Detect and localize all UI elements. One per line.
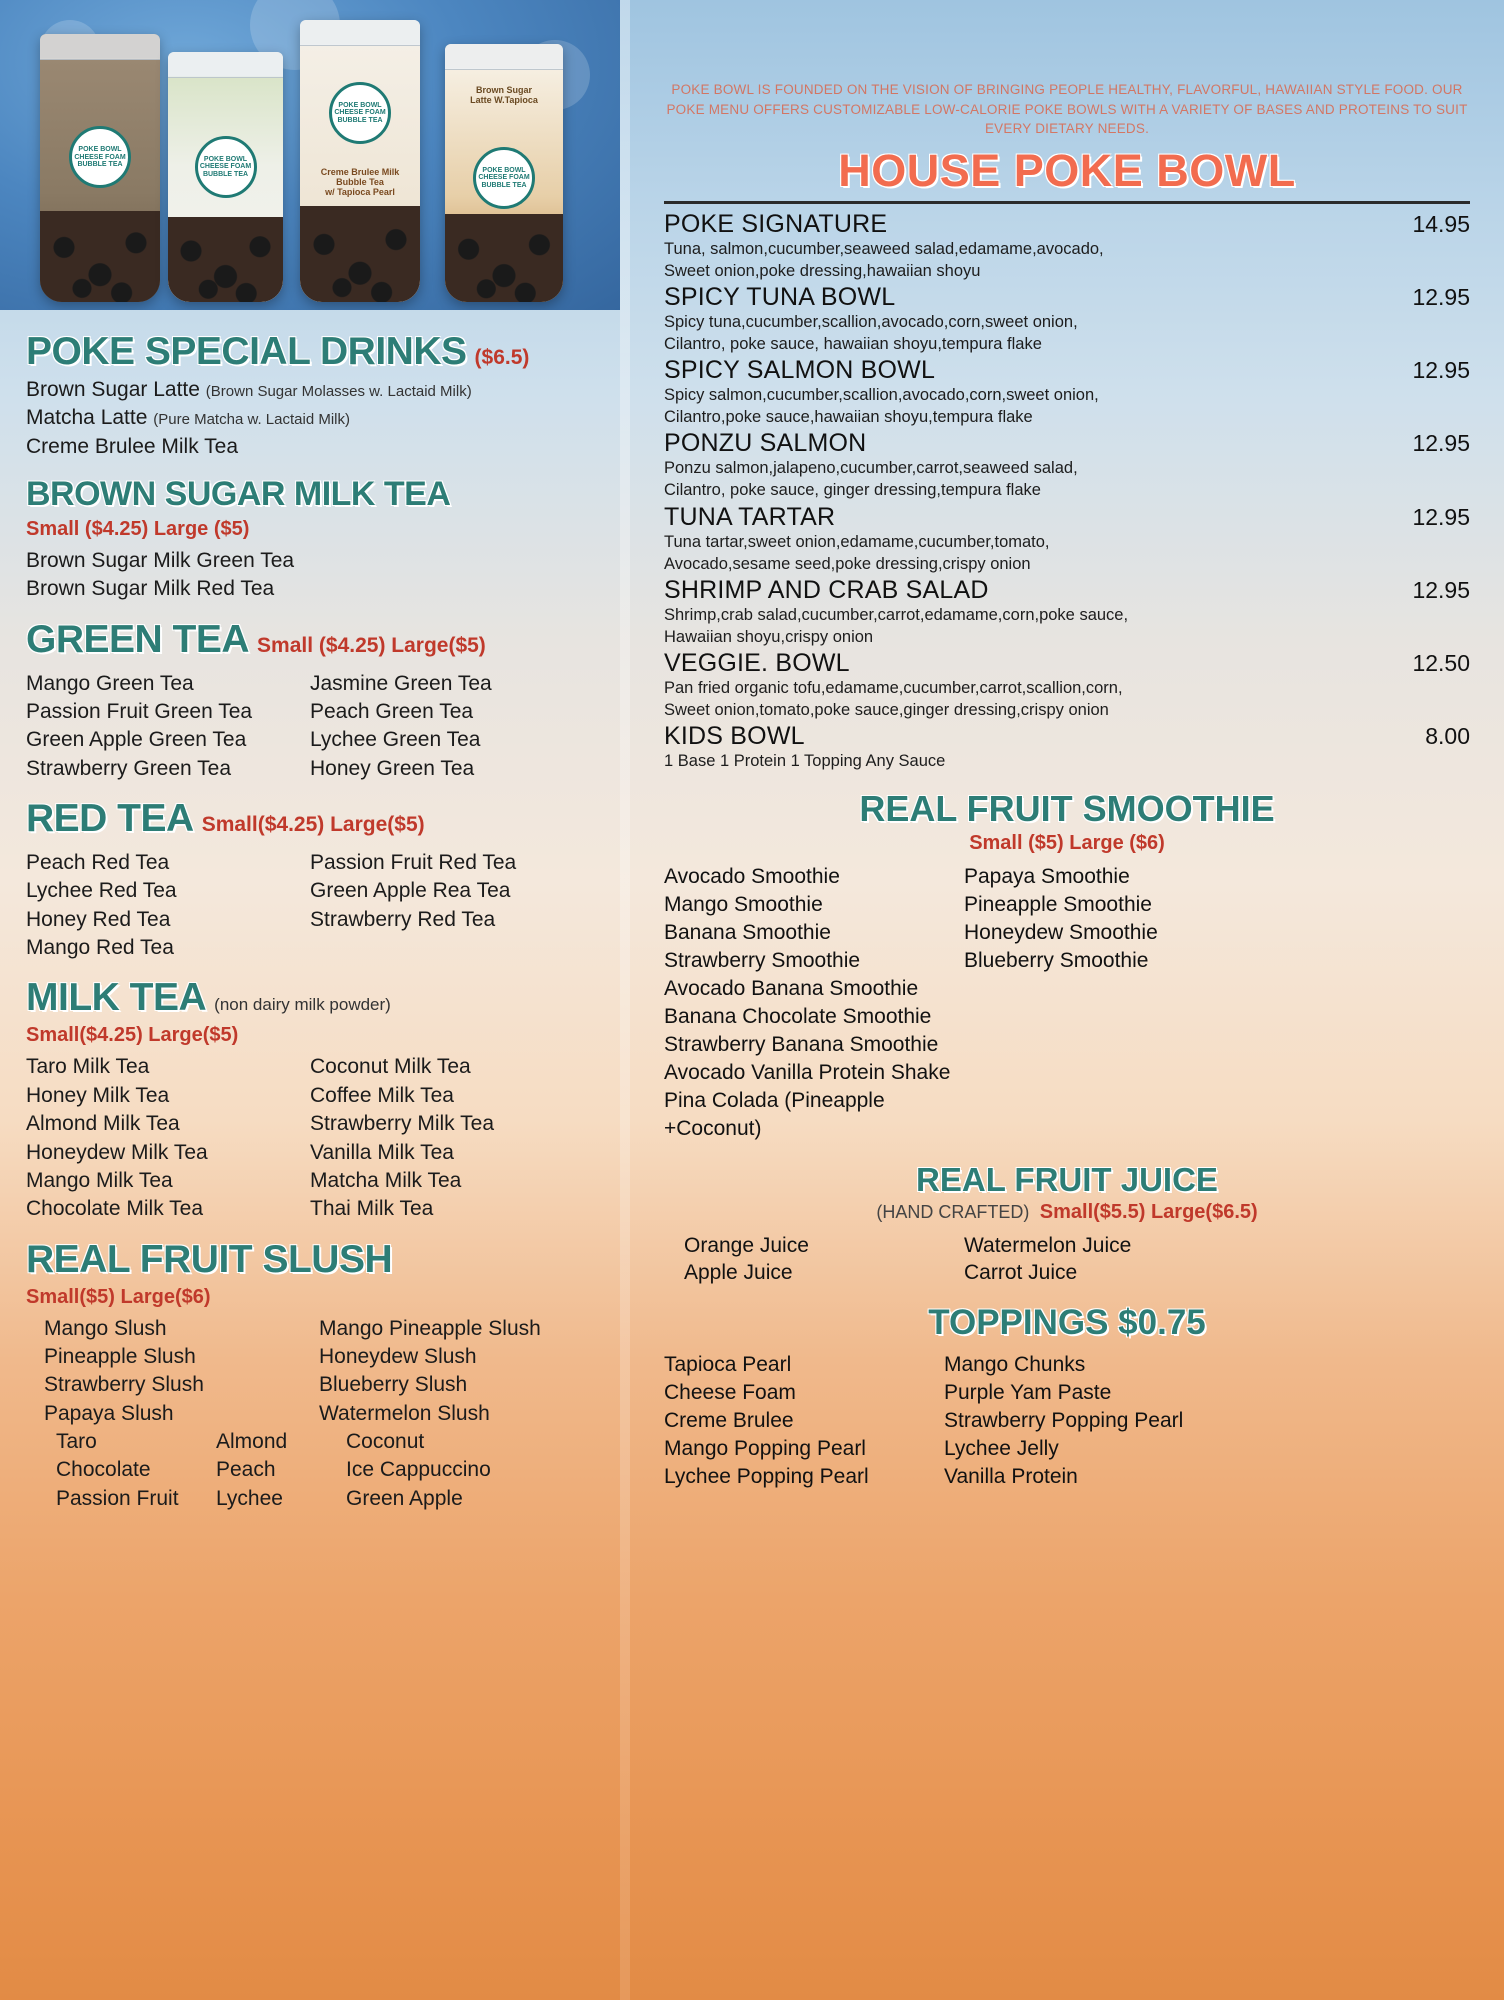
tapioca-pearls [40,211,160,302]
slush-column-1 [44,1315,319,1428]
juice-column-2 [964,1232,1470,1288]
list-item: Banana Chocolate Smoothie [664,1004,932,1028]
list-item: Strawberry Milk Tea [310,1112,494,1136]
list-item: Coconut Milk Tea [310,1055,471,1079]
list-item: Orange Juice [684,1233,809,1257]
list-item: Green Apple Rea Tea [310,879,511,903]
list-item: Mango Red Tea [26,936,174,960]
slush-bottom-column-1 [56,1428,216,1513]
cup-caption: Creme Brulee Milk Bubble Tea w/ Tapioca Pearl [320,166,400,197]
list-item: Jasmine Green Tea [310,671,492,695]
bowl-description-line: 1 Base 1 Protein 1 Topping Any Sauce [664,752,946,771]
real-fruit-juice-price: Small($5.5) Large($6.5) [1039,1200,1258,1223]
list-item: Peach [216,1458,276,1482]
list-item: Tapioca Pearl [664,1353,792,1377]
bowl-price: 12.95 [1412,576,1470,603]
list-item: Blueberry Smoothie [964,949,1149,973]
bowl-price: 8.00 [1425,723,1470,750]
list-item: Passion Fruit [56,1486,179,1510]
bowl-name: VEGGIE. BOWL [664,649,850,677]
list-item: Strawberry Slush [44,1373,204,1397]
red-tea-title: RED TEA [26,797,194,841]
bowl-description-line: Tuna, salmon,cucumber,seaweed salad,edamame,avocado, [664,239,1104,258]
juice-hand-crafted-label: (HAND CRAFTED) [876,1201,1030,1222]
section-brown-sugar-milk-tea [0,461,620,604]
list-item: Pineapple Slush [44,1344,196,1368]
drink-note: (Pure Matcha w. Lactaid Milk) [153,411,350,429]
red-tea-price: Small($4.25) Large($5) [201,813,425,837]
bowl-description-line: Cilantro, poke sauce, ginger dressing,tempura flake [664,481,1041,500]
list-item: Avocado Smoothie [664,865,840,889]
list-item: Strawberry Green Tea [26,756,232,780]
real-fruit-smoothie-price: Small ($5) Large ($6) [969,832,1165,855]
list-item: Chocolate [56,1458,151,1482]
list-item: Taro [56,1429,97,1453]
list-item: Almond Milk Tea [26,1112,180,1136]
bowl-name: PONZU SALMON [664,429,867,458]
milk-tea-column-1 [26,1053,310,1223]
list-item: Passion Fruit Red Tea [310,851,517,875]
title-rule [664,201,1470,204]
bowl-name: KIDS BOWL [664,722,805,751]
list-item: Watermelon Juice [964,1233,1132,1257]
list-item: Brown Sugar Milk Green Tea [26,549,295,573]
section-red-tea [0,783,620,962]
list-item [664,503,1470,575]
list-item: Almond [216,1429,288,1453]
brown-sugar-milk-tea-price: Small ($4.25) Large ($5) [26,518,250,541]
list-item: Honey Milk Tea [26,1083,170,1107]
list-item [26,376,594,404]
green-tea-price: Small ($4.25) Large($5) [257,633,486,657]
bowl-description-line: Sweet onion,tomato,poke sauce,ginger dressing,crispy onion [664,701,1109,720]
list-item: Green Apple Green Tea [26,728,247,752]
bowl-description-line: Cilantro,poke sauce,hawaiian shoyu,tempura flake [664,408,1033,427]
smoothie-column-1 [664,863,964,1142]
poke-bowl-logo-icon: POKE BOWL CHEESE FOAM BUBBLE TEA [473,147,535,209]
bowl-description-line: Spicy salmon,cucumber,scallion,avocado,corn,sweet onion, [664,386,1099,405]
creme-brulee-cup [300,20,420,302]
list-item: Banana Smoothie [664,921,831,945]
bowl-name: SPICY SALMON BOWL [664,356,936,385]
list-item: Apple Juice [684,1261,793,1285]
green-tea-column-1 [26,670,310,783]
list-item: Pina Colada (Pineapple +Coconut) [664,1088,885,1140]
list-item: Brown Sugar Milk Red Tea [26,577,275,601]
list-item: Mango Popping Pearl [664,1437,866,1461]
bowl-description-line: Avocado,sesame seed,poke dressing,crispy onion [664,554,1031,573]
list-item: Strawberry Popping Pearl [944,1409,1184,1433]
house-poke-bowl-title: HOUSE POKE BOWL [838,144,1296,196]
brown-sugar-cup [40,34,160,302]
bowl-price: 12.95 [1412,357,1470,384]
toppings-list [630,1343,1504,1491]
list-item: Strawberry Smoothie [664,949,861,973]
bowl-description-line: Pan fried organic tofu,edamame,cucumber,carrot,scallion,corn, [664,679,1123,697]
list-item: Papaya Slush [44,1401,174,1425]
list-item [664,649,1470,721]
section-green-tea [0,604,620,783]
milk-tea-price: Small($4.25) Large($5) [26,1024,239,1047]
bowl-list [630,210,1504,773]
list-item: Purple Yam Paste [944,1381,1112,1405]
real-fruit-slush-title: REAL FRUIT SLUSH [26,1237,393,1281]
toppings-title: TOPPINGS $0.75 [928,1303,1206,1343]
bowl-description-line: Sweet onion,poke dressing,hawaiian shoyu [664,261,981,280]
list-item: Lychee Popping Pearl [664,1465,869,1489]
list-item [664,210,1470,282]
list-item: Blueberry Slush [319,1373,468,1397]
slush-bottom-column-2 [216,1428,346,1513]
list-item: Green Apple [346,1486,463,1510]
bowl-description-line: Hawaiian shoyu,crispy onion [664,627,874,646]
list-item: Strawberry Red Tea [310,907,496,931]
cup-lid [300,20,420,46]
list-item: Papaya Smoothie [964,865,1130,889]
cup-lid [445,44,563,70]
poke-bowl-logo-icon: POKE BOWL CHEESE FOAM BUBBLE TEA [329,82,391,144]
list-item: Honeydew Milk Tea [26,1140,208,1164]
smoothie-column-2 [964,863,1470,1142]
juice-list [630,1224,1504,1288]
list-item: Lychee Jelly [944,1437,1059,1461]
bowl-price: 12.95 [1412,283,1470,310]
list-item: Carrot Juice [964,1261,1078,1285]
list-item: Strawberry Banana Smoothie [664,1032,939,1056]
milk-tea-note: (non dairy milk powder) [214,995,391,1015]
poke-special-drinks-price: ($6.5) [474,346,530,369]
real-fruit-slush-price: Small($5) Large($6) [26,1285,211,1308]
red-tea-column-1 [26,849,310,962]
drinks-photo [0,0,620,310]
column-divider [620,0,630,2000]
brown-sugar-milk-tea-title: BROWN SUGAR MILK TEA [26,475,451,514]
bowl-description-line: Tuna tartar,sweet onion,edamame,cucumber,tomato, [664,532,1050,551]
left-column [0,0,620,2000]
matcha-cup [168,52,283,302]
right-column [630,0,1504,2000]
list-item: Matcha Milk Tea [310,1168,462,1192]
toppings-column-2 [944,1351,1470,1491]
tapioca-pearls [300,206,420,302]
list-item: Coconut [346,1429,425,1453]
real-fruit-smoothie-title: REAL FRUIT SMOOTHIE [859,788,1275,830]
bowl-name: TUNA TARTAR [664,502,836,531]
list-item: Vanilla Protein [944,1465,1078,1489]
milk-tea-column-2 [310,1053,594,1223]
bowl-name: SPICY TUNA BOWL [664,282,896,311]
list-item [664,356,1470,428]
juice-column-1 [664,1232,964,1288]
list-item: Passion Fruit Green Tea [26,700,253,724]
section-milk-tea [0,962,620,1223]
list-item [26,404,594,432]
list-item: Ice Cappuccino [346,1458,491,1482]
red-tea-column-2 [310,849,594,962]
list-item: Honey Green Tea [310,756,475,780]
poke-bowl-logo-icon: POKE BOWL CHEESE FOAM BUBBLE TEA [195,136,257,198]
drink-name: Creme Brulee Milk Tea [26,434,239,458]
cup-caption: Brown Sugar Latte W.Tapioca [470,85,538,106]
bowl-description-line: Spicy tuna,cucumber,scallion,avocado,corn,sweet onion, [664,312,1078,331]
list-item: Chocolate Milk Tea [26,1197,204,1221]
list-item: Lychee Red Tea [26,879,177,903]
list-item: Mango Milk Tea [26,1168,173,1192]
brown-sugar-latte-cup [445,44,563,302]
tapioca-pearls [445,214,563,302]
real-fruit-juice-title: REAL FRUIT JUICE [916,1160,1218,1198]
slush-bottom-column-3 [346,1428,594,1513]
toppings-column-1 [664,1351,944,1491]
cup-lid [40,34,160,60]
list-item: Lychee [216,1486,283,1510]
list-item: Mango Smoothie [664,893,823,917]
bowl-description-line: Cilantro, poke sauce, hawaiian shoyu,tempura flake [664,335,1042,354]
green-tea-column-2 [310,670,594,783]
drink-note: (Brown Sugar Molasses w. Lactaid Milk) [205,383,472,400]
list-item: Watermelon Slush [319,1401,490,1425]
milk-tea-title: MILK TEA [26,976,207,1020]
poke-special-drinks-title: POKE SPECIAL DRINKS [26,330,467,373]
bowl-description-line: Ponzu salmon,jalapeno,cucumber,carrot,seaweed salad, [664,459,1078,478]
list-item [664,576,1470,648]
list-item: Honeydew Slush [319,1344,477,1368]
list-item: Mango Chunks [944,1353,1086,1377]
list-item [664,429,1470,501]
list-item: Honey Red Tea [26,907,171,931]
bowl-price: 12.95 [1412,430,1470,457]
list-item: Peach Green Tea [310,700,474,724]
poke-bowl-logo-icon: POKE BOWL CHEESE FOAM BUBBLE TEA [69,126,131,188]
list-item: Peach Red Tea [26,851,170,875]
list-item: Avocado Banana Smoothie [664,977,919,1001]
list-item: Avocado Vanilla Protein Shake [664,1060,951,1084]
list-item: Mango Slush [44,1316,167,1340]
list-item [664,283,1470,355]
list-item: Thai Milk Tea [310,1197,434,1221]
list-item: Mango Green Tea [26,671,194,695]
bowl-name: POKE SIGNATURE [664,209,888,238]
list-item [26,433,594,461]
bowl-price: 12.95 [1412,503,1470,530]
green-tea-title: GREEN TEA [26,617,250,661]
cup-lid [168,52,283,78]
bowl-price: 12.50 [1412,650,1470,676]
list-item: Taro Milk Tea [26,1055,150,1079]
section-real-fruit-slush [0,1224,620,1513]
list-item: Cheese Foam [664,1381,796,1405]
bowl-name: SHRIMP AND CRAB SALAD [664,575,989,604]
smoothie-list [630,855,1504,1142]
list-item: Vanilla Milk Tea [310,1140,454,1164]
intro-blurb: POKE BOWL IS FOUNDED ON THE VISION OF BRINGING PEOPLE HEALTHY, FLAVORFUL, HAWAIIAN STYLE FOOD. OUR POKE MENU OFFERS CUSTOMIZABLE LOW-CALORIE POKE BOWLS WITH A VARIETY OF BASES AND PROTEINS TO SUIT EVERY DIETARY NEEDS. [666,82,1468,137]
bowl-description-line: Shrimp,crab salad,cucumber,carrot,edamame,corn,poke sauce, [664,605,1129,624]
tapioca-pearls [168,217,283,302]
drink-name: Matcha Latte [26,406,148,430]
list-item [664,722,1470,772]
slush-column-2 [319,1315,594,1428]
list-item: Honeydew Smoothie [964,921,1158,945]
section-poke-special-drinks [0,316,620,461]
list-item: Mango Pineapple Slush [319,1316,541,1340]
list-item: Creme Brulee [664,1409,794,1433]
list-item: Lychee Green Tea [310,728,481,752]
list-item: Pineapple Smoothie [964,893,1152,917]
drink-name: Brown Sugar Latte [26,378,200,401]
bowl-price: 14.95 [1412,210,1470,237]
list-item: Coffee Milk Tea [310,1083,454,1107]
